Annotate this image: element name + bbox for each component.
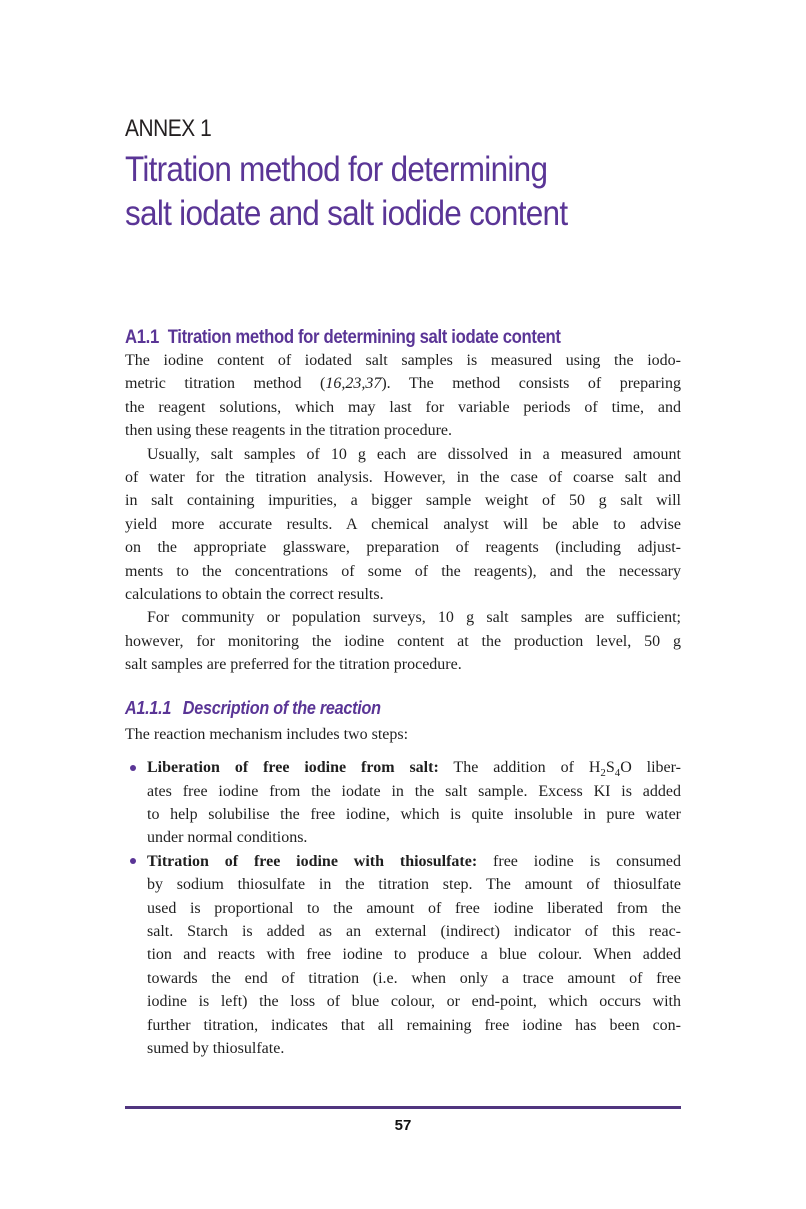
text-line: yield more accurate results. A chemical analyst will be able to advise [125,515,681,533]
text-line: ates free iodine from the iodate in the salt sample. Excess KI is added [147,782,681,800]
text-line: ments to the concentrations of some of the reagents), and the necessary [125,562,681,580]
subsection-heading [125,697,625,720]
list-item [125,850,681,1061]
text-line: Titration of free iodine with thiosulfate: free iodine is consumed [147,852,681,870]
footer-rule [125,1106,681,1109]
bullet-icon [130,765,136,771]
paragraph-3 [125,606,681,676]
text-line: to help solubilise the free iodine, which is quite insoluble in pure water [147,805,681,823]
text-line: under normal conditions. [147,829,308,847]
text-line: further titration, indicates that all remaining free iodine has been con- [147,1016,681,1034]
subsection-number: A1.1.1 [125,697,172,718]
document-page [125,0,681,1060]
text-line: The iodine content of iodated salt samples is measured using the iodo- [125,352,681,369]
text-line: sumed by thiosulfate. [147,1039,285,1057]
page-title-line-2: salt iodate and salt iodide content [125,194,568,233]
section-heading [125,326,614,349]
text-line: salt samples are preferred for the titration procedure. [125,656,462,674]
section-number: A1.1 [125,327,159,348]
text-line: the reagent solutions, which may last for variable periods of time, and [125,398,681,416]
text-line: Liberation of free iodine from salt: The addition of $H_2S_4O$ liber- [147,759,681,780]
text-line: however, for monitoring the iodine content at the production level, 50 g [125,632,681,650]
text-line: iodine is left) the loss of blue colour, or end-point, which occurs with [147,993,681,1011]
text-line: then using these reagents in the titration procedure. [125,422,453,440]
paragraph-2 [125,443,681,607]
text-line: metric titration method (16,23,37). The method consists of preparing [125,375,681,393]
page-title-line-1: Titration method for determining [125,150,548,189]
text-line: For community or population surveys, 10 g salt samples are sufficient; [147,609,681,627]
bullet-list [125,756,681,1060]
text-line: used is proportional to the amount of free iodine liberated from the [147,899,681,917]
text-line: tion and reacts with free iodine to produce a blue colour. When added [147,946,681,964]
bullet-text-2 [147,850,681,1061]
subsection-intro: The reaction mechanism includes two steps: [125,725,409,743]
section-heading-text: Titration method for determining salt iodate content [167,327,561,348]
paragraph-1 [125,349,681,443]
text-line: calculations to obtain the correct results. [125,586,384,604]
list-item [125,756,681,850]
text-line: on the appropriate glassware, preparation of reagents (including adjust- [125,539,681,557]
page-number: 57 [394,1117,412,1134]
annex-label: ANNEX 1 [125,115,212,142]
bullet-icon [130,858,136,864]
text-line: of water for the titration analysis. However, in the case of coarse salt and [125,469,681,487]
text-line: in salt containing impurities, a bigger sample weight of 50 g salt will [125,492,681,510]
text-line: Usually, salt samples of 10 g each are dissolved in a measured amount [147,445,681,463]
text-line: by sodium thiosulfate in the titration step. The amount of thiosulfate [147,876,681,894]
bullet-text-1 [147,756,681,850]
subsection-heading-text: Description of the reaction [182,697,381,718]
text-line: towards the end of titration (i.e. when only a trace amount of free [147,969,681,987]
text-line: salt. Starch is added as an external (indirect) indicator of this reac- [147,922,681,940]
page-title [125,148,625,236]
